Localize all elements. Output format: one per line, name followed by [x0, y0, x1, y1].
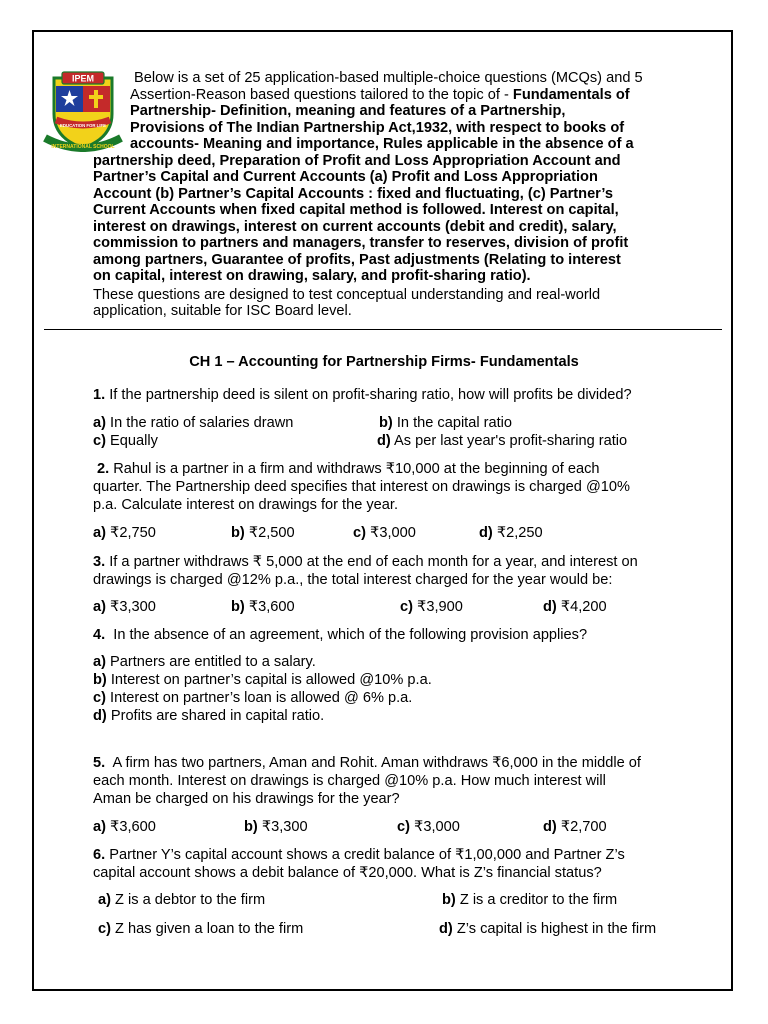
- intro-line-2: Assertion-Reason based questions tailored to the topic of - Fundamentals of: [130, 87, 630, 103]
- question-2: 2. Rahul is a partner in a firm and withdraws ₹10,000 at the beginning of each: [97, 461, 600, 477]
- logo-top-text: IPEM: [71, 73, 95, 84]
- q5-option-c: c) ₹3,000: [397, 819, 460, 835]
- question-5: 5. A firm has two partners, Aman and Rohit. Aman withdraws ₹6,000 in the middle of: [93, 755, 641, 771]
- q5-option-d: d) ₹2,700: [543, 819, 607, 835]
- question-6-line-2: capital account shows a debit balance of ₹20,000. What is Z’s financial status?: [93, 865, 602, 881]
- intro-line-7: Partner’s Capital and Current Accounts (a) Profit and Loss Appropriation: [93, 169, 598, 185]
- q3-option-b: b) ₹3,600: [231, 599, 295, 615]
- q2-option-b: b) ₹2,500: [231, 525, 295, 541]
- q6-option-b: b) Z is a creditor to the firm: [442, 892, 618, 908]
- intro-line-14: These questions are designed to test conceptual understanding and real-world: [93, 287, 601, 303]
- school-crest-logo: [42, 68, 124, 152]
- q3-option-a: a) ₹3,300: [93, 599, 156, 615]
- question-4: 4. In the absence of an agreement, which of the following provision applies?: [93, 627, 588, 643]
- q4-option-b: b) Interest on partner’s capital is allowed @10% p.a.: [93, 672, 432, 688]
- section-divider: [44, 329, 722, 330]
- intro-line-5: accounts- Meaning and importance, Rules applicable in the absence of a: [130, 136, 634, 152]
- intro-line-12: among partners, Guarantee of profits, Past adjustments (Relating to interest: [93, 252, 621, 268]
- q1-option-c: c) Equally: [93, 433, 158, 449]
- q6-option-d: d) Z’s capital is highest in the firm: [439, 921, 657, 937]
- chapter-heading: CH 1 – Accounting for Partnership Firms- Fundamentals: [189, 354, 579, 370]
- intro-line-10: interest on drawings, interest on current accounts (debit and credit), salary,: [93, 219, 617, 235]
- logo-ribbon-text: EDUCATION FOR LIFE: [60, 123, 106, 128]
- question-3: 3. If a partner withdraws ₹ 5,000 at the end of each month for a year, and interest on: [93, 554, 638, 570]
- intro-line-1: Below is a set of 25 application-based multiple-choice questions (MCQs) and 5: [134, 70, 643, 86]
- q4-option-a: a) Partners are entitled to a salary.: [93, 654, 316, 670]
- question-3-line-2: drawings is charged @12% p.a., the total interest charged for the year would be:: [93, 572, 613, 588]
- q1-option-a: a) In the ratio of salaries drawn: [93, 415, 294, 431]
- q3-option-d: d) ₹4,200: [543, 599, 607, 615]
- q5-option-b: b) ₹3,300: [244, 819, 308, 835]
- q1-option-d: d) As per last year's profit-sharing ratio: [377, 433, 628, 449]
- intro-line-11: commission to partners and managers, transfer to reserves, division of profit: [93, 235, 629, 251]
- intro-line-6: partnership deed, Preparation of Profit and Loss Appropriation Account and: [93, 153, 621, 169]
- question-5-line-2: each month. Interest on drawings is charged @10% p.a. How much interest will: [93, 773, 606, 789]
- q6-option-a: a) Z is a debtor to the firm: [98, 892, 266, 908]
- question-5-line-3: Aman be charged on his drawings for the year?: [93, 791, 400, 807]
- q2-option-d: d) ₹2,250: [479, 525, 543, 541]
- q6-option-c: c) Z has given a loan to the firm: [98, 921, 304, 937]
- q4-option-c: c) Interest on partner’s loan is allowed @ 6% p.a.: [93, 690, 413, 706]
- q4-option-d: d) Profits are shared in capital ratio.: [93, 708, 325, 724]
- question-6: 6. Partner Y’s capital account shows a credit balance of ₹1,00,000 and Partner Z’s: [93, 847, 625, 863]
- intro-line-8: Account (b) Partner’s Capital Accounts : fixed and fluctuating, (c) Partner’s: [93, 186, 614, 202]
- question-2-line-3: p.a. Calculate interest on drawings for the year.: [93, 497, 399, 513]
- intro-line-9: Current Accounts when fixed capital method is followed. Interest on capital,: [93, 202, 619, 218]
- intro-line-3: Partnership- Definition, meaning and features of a Partnership,: [130, 103, 566, 119]
- q2-option-a: a) ₹2,750: [93, 525, 156, 541]
- logo-bottom-text: INTERNATIONAL SCHOOL: [51, 144, 115, 150]
- q2-option-c: c) ₹3,000: [353, 525, 416, 541]
- intro-line-15: application, suitable for ISC Board level.: [93, 303, 352, 319]
- q3-option-c: c) ₹3,900: [400, 599, 463, 615]
- question-1: 1. If the partnership deed is silent on profit-sharing ratio, how will profits be divided?: [93, 387, 632, 403]
- q5-option-a: a) ₹3,600: [93, 819, 156, 835]
- q1-option-b: b) In the capital ratio: [379, 415, 513, 431]
- intro-line-13: on capital, interest on drawing, salary, and profit-sharing ratio).: [93, 268, 531, 284]
- intro-line-4: Provisions of The Indian Partnership Act,1932, with respect to books of: [130, 120, 625, 136]
- question-2-line-2: quarter. The Partnership deed specifies that interest on drawings is charged @10%: [93, 479, 630, 495]
